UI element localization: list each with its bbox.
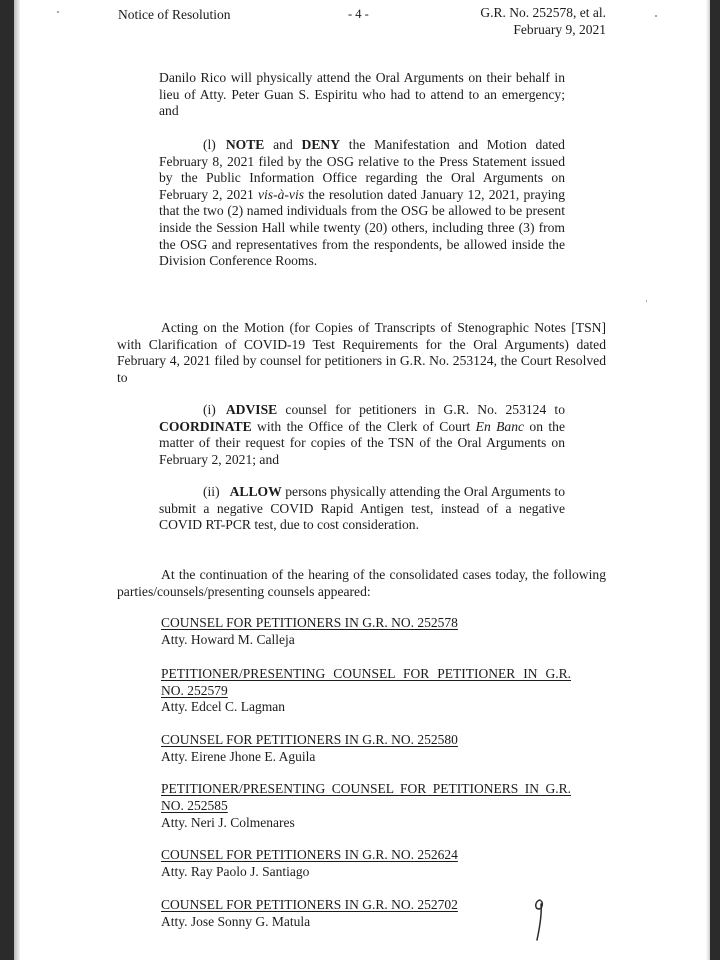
item-ii-text: persons physically attending the Oral Arguments to submit a negative COVID Rapid Antigen test, instead of a negative COVID RT-PCR test, due to cost consideration. (159, 484, 565, 533)
appearance-label: COUNSEL FOR PETITIONERS IN G.R. NO. 252580 (161, 732, 458, 747)
appearance-name: Atty. Jose Sonny G. Matula (161, 914, 311, 929)
scan-speck (655, 15, 657, 17)
item-l-paragraph (159, 137, 565, 270)
item-l-marker: (l) (203, 137, 216, 152)
item-ii-marker: (ii) (203, 484, 220, 499)
appearance-name: Atty. Neri J. Colmenares (161, 815, 295, 830)
item-i-keyword-advise: ADVISE (225, 402, 278, 417)
item-ii-keyword-allow: ALLOW (229, 484, 282, 499)
item-i-text: counsel for petitioners in G.R. No. 253124 to (285, 402, 566, 417)
appearance-label: COUNSEL FOR PETITIONERS IN G.R. NO. 252578 (161, 615, 458, 630)
header-date: February 9, 2021 (513, 22, 606, 37)
appearance-name: Atty. Edcel C. Lagman (161, 699, 285, 714)
handwritten-initial-mark (526, 896, 552, 944)
item-i-marker: (i) (203, 402, 216, 417)
document-page (14, 0, 710, 960)
item-l-keyword-deny: DENY (301, 137, 341, 152)
item-l-keyword-note: NOTE (225, 137, 265, 152)
item-l-text: the Manifestation and Motion dated February 8, 2021 filed by the OSG relative to the Press Statement issued by the Public Information Office regarding the Oral Arguments on February 2, 2021 (159, 137, 565, 202)
item-i-paragraph (159, 402, 565, 468)
acting-paragraph (117, 320, 606, 386)
item-l-and: and (273, 137, 293, 152)
intro-paragraph: Danilo Rico will physically attend the Oral Arguments on their behalf in lieu of Atty. Peter Guan S. Espiritu who had to attend to an emergency; and (159, 70, 565, 119)
item-l-italic: vis-à-vis (257, 186, 305, 202)
item-i-keyword-coordinate: COORDINATE (159, 418, 252, 434)
item-i-text-3: on the matter of their request for copies of the TSN of the Oral Arguments on February 2, 2021; and (159, 418, 565, 467)
item-ii-paragraph (159, 484, 565, 534)
continuation-paragraph (117, 567, 606, 600)
continuation-text: At the continuation of the hearing of the consolidated cases today, the following parties/counsels/presenting counsels appeared: (117, 567, 606, 599)
appearance-label: PETITIONER/PRESENTING COUNSEL FOR PETITIONER IN G.R. NO. 252579 (161, 666, 571, 698)
acting-text: Acting on the Motion (for Copies of Transcripts of Stenographic Notes [TSN] with Clarification of COVID-19 Test Requirements for the Oral Arguments) dated February 4, 2021 filed by counsel for petitioners in G.R. No. 253124, the Court Resolved to (117, 320, 606, 385)
page-edge-shadow (14, 0, 20, 960)
appearance-name: Atty. Ray Paolo J. Santiago (161, 864, 310, 879)
appearance-label: PETITIONER/PRESENTING COUNSEL FOR PETITIONERS IN G.R. NO. 252585 (161, 781, 571, 813)
header-case-number: G.R. No. 252578, et al. (480, 5, 606, 20)
header-title: Notice of Resolution (118, 7, 231, 22)
appearance-label: COUNSEL FOR PETITIONERS IN G.R. NO. 252702 (161, 897, 458, 912)
page-number: - 4 - (348, 7, 369, 21)
appearance-name: Atty. Howard M. Calleja (161, 632, 295, 647)
appearance-label: COUNSEL FOR PETITIONERS IN G.R. NO. 252624 (161, 847, 458, 862)
item-i-italic: En Banc (475, 418, 525, 434)
page-edge-right (706, 0, 710, 960)
appearance-name: Atty. Eirene Jhone E. Aguila (161, 749, 316, 764)
item-i-text-2: with the Office of the Clerk of Court (257, 418, 471, 434)
item-l-text-2: the resolution dated January 12, 2021, praying that the two (2) named individuals from the OSG be allowed to be present inside the Session Hall while twenty (20) others, including three (3) from the OSG and representatives from the respondents, be allowed inside the Division Conference Rooms. (159, 186, 565, 269)
scan-speck (57, 11, 59, 13)
scan-speck (646, 300, 647, 302)
